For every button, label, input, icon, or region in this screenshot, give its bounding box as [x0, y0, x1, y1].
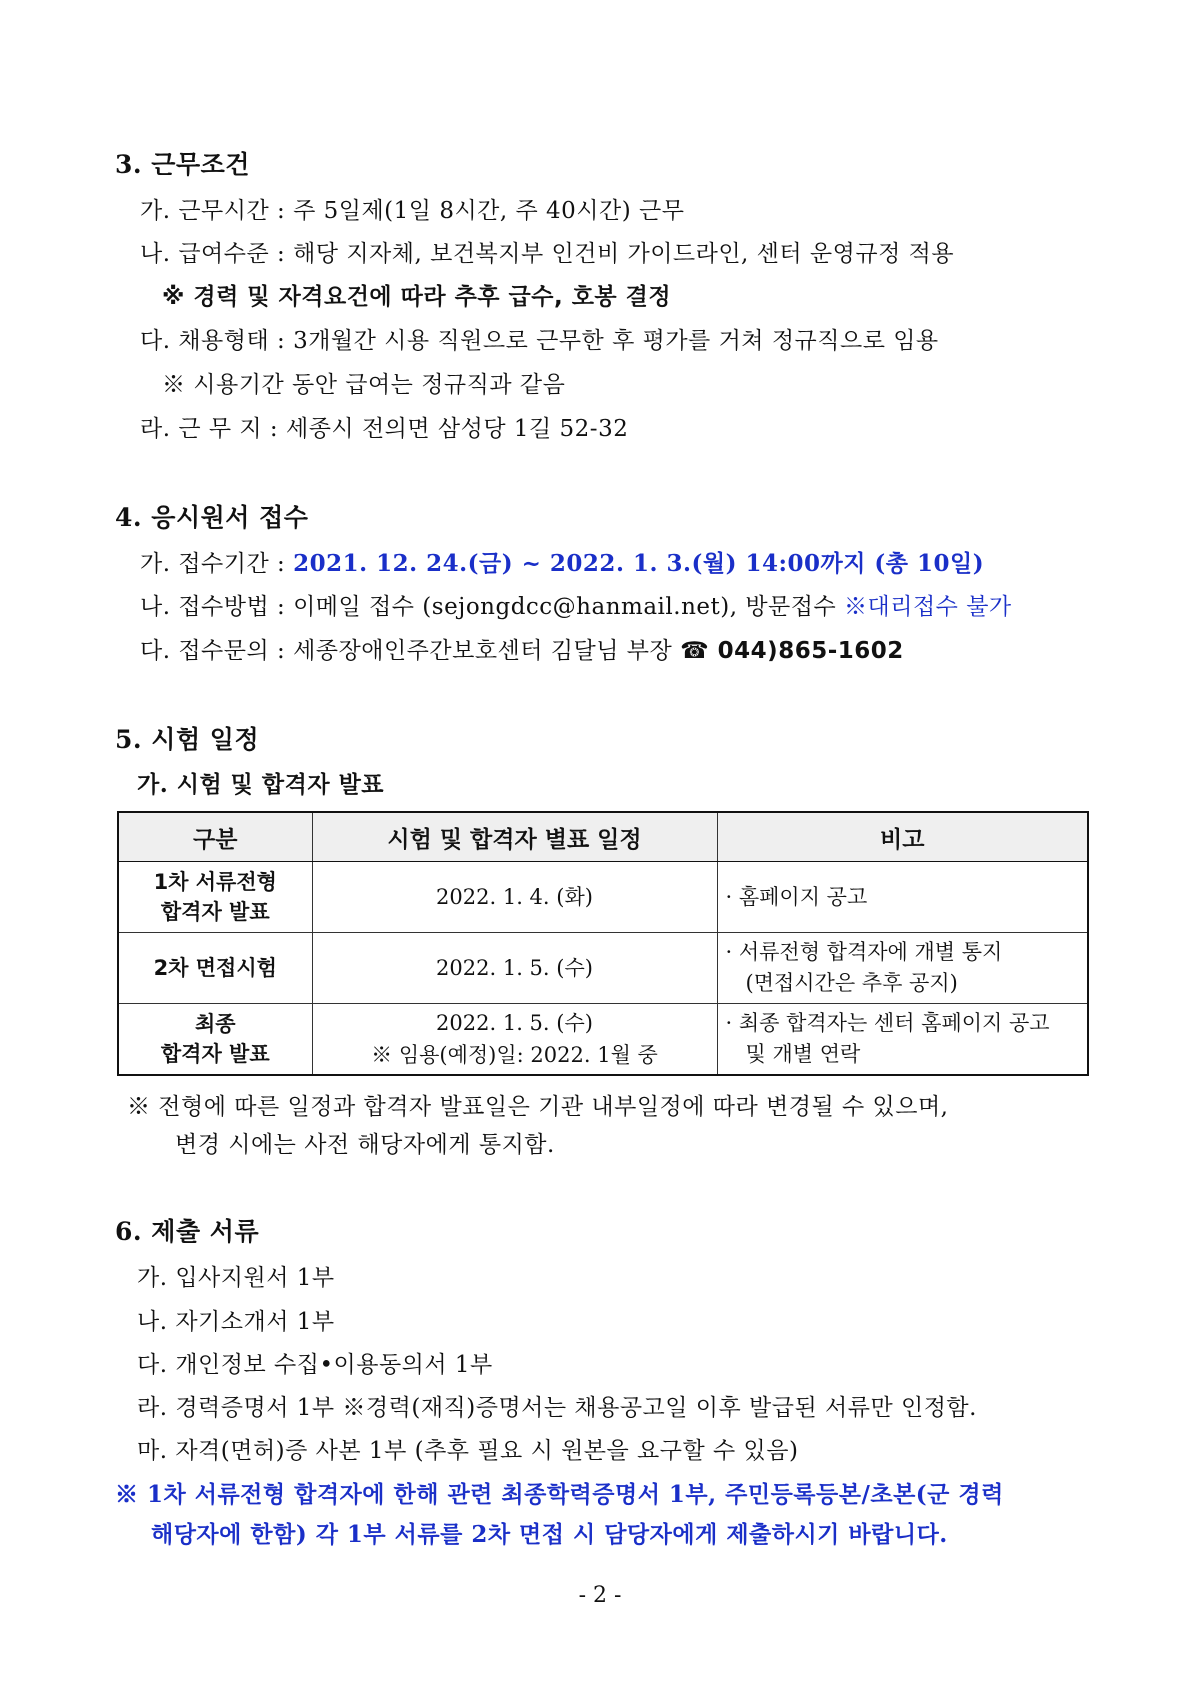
row-remark: · 서류전형 합격자에 개별 통지 (면접시간은 추후 공지)	[717, 933, 1088, 1004]
row-category: 2차 면접시험	[118, 933, 312, 1004]
schedule-table	[117, 811, 1089, 1076]
sec3-na-note: ※ 경력 및 자격요건에 따라 추후 급수, 호봉 결정	[162, 284, 672, 310]
sec6-item-ra: 라. 경력증명서 1부 ※경력(재직)증명서는 채용공고일 이후 발급된 서류만 인정함.	[137, 1395, 977, 1421]
sec4-da-label: 다. 접수문의 : 세종장애인주간보호센터 김달님 부장	[140, 638, 681, 664]
sec5-note-line2: 변경 시에는 사전 해당자에게 통지함.	[175, 1132, 555, 1158]
application-period: 2021. 12. 24.(금) ~ 2022. 1. 3.(월) 14:00까지 (총 10일)	[293, 550, 985, 577]
sec6-item-ga: 가. 입사지원서 1부	[137, 1265, 335, 1291]
header-remarks: 비고	[717, 812, 1088, 862]
section-6-title: 6. 제출 서류	[115, 1217, 260, 1246]
row-category: 최종 합격자 발표	[118, 1004, 312, 1076]
page-number: - 2 -	[578, 1583, 622, 1608]
row-remark: · 홈페이지 공고	[717, 862, 1088, 933]
sec6-item-da: 다. 개인정보 수집•이용동의서 1부	[137, 1352, 493, 1378]
table-row	[118, 1004, 1088, 1076]
sec6-notice-line1: ※ 1차 서류전형 합격자에 한해 관련 최종학력증명서 1부, 주민등록등본/초본(군 경력	[115, 1481, 1004, 1508]
sec3-item-da: 다. 채용형태 : 3개월간 시용 직원으로 근무한 후 평가를 거쳐 정규직으로 임용	[140, 328, 939, 354]
sec6-notice-line2: 해당자에 한함) 각 1부 서류를 2차 면접 시 담당자에게 제출하시기 바랍니다.	[151, 1521, 948, 1548]
sec6-item-na: 나. 자기소개서 1부	[137, 1309, 335, 1335]
sec4-item-ga	[140, 549, 984, 579]
sec3-item-na: 나. 급여수준 : 해당 지자체, 보건복지부 인건비 가이드라인, 센터 운영규정 적용	[140, 241, 955, 267]
sec4-item-na	[140, 592, 1012, 622]
row-date: 2022. 1. 5. (수)	[312, 933, 717, 1004]
sec6-item-ma: 마. 자격(면허)증 사본 1부 (추후 필요 시 원본을 요구할 수 있음)	[137, 1438, 799, 1464]
header-category: 구분	[118, 812, 312, 862]
sec4-na-note: ※대리접수 불가	[844, 594, 1012, 620]
row-remark: · 최종 합격자는 센터 홈페이지 공고 및 개별 연락	[717, 1004, 1088, 1076]
table-header-row	[118, 812, 1088, 862]
section-4-title: 4. 응시원서 접수	[115, 503, 309, 532]
sec4-ga-label: 가. 접수기간 :	[140, 551, 294, 577]
table-row	[118, 933, 1088, 1004]
row-date: 2022. 1. 5. (수) ※ 임용(예정)일: 2022. 1월 중	[312, 1004, 717, 1076]
sec5-subtitle: 가. 시험 및 합격자 발표	[137, 771, 384, 798]
sec3-item-ga: 가. 근무시간 : 주 5일제(1일 8시간, 주 40시간) 근무	[140, 198, 685, 224]
sec3-item-ra: 라. 근 무 지 : 세종시 전의면 삼성당 1길 52-32	[140, 416, 629, 442]
row-category: 1차 서류전형 합격자 발표	[118, 862, 312, 933]
header-schedule: 시험 및 합격자 별표 일정	[312, 812, 717, 862]
section-5-title: 5. 시험 일정	[115, 725, 260, 754]
contact-phone: ☎ 044)865-1602	[680, 638, 904, 664]
section-3-title: 3. 근무조건	[115, 150, 250, 179]
sec5-note-line1: ※ 전형에 따른 일정과 합격자 발표일은 기관 내부일정에 따라 변경될 수 있으며,	[127, 1094, 949, 1120]
sec3-da-note: ※ 시용기간 동안 급여는 정규직과 같음	[162, 372, 566, 398]
table-row	[118, 862, 1088, 933]
sec4-item-da	[140, 636, 904, 666]
row-date: 2022. 1. 4. (화)	[312, 862, 717, 933]
sec4-na-label: 나. 접수방법 : 이메일 접수 (sejongdcc@hanmail.net), 방문접수	[140, 594, 845, 620]
